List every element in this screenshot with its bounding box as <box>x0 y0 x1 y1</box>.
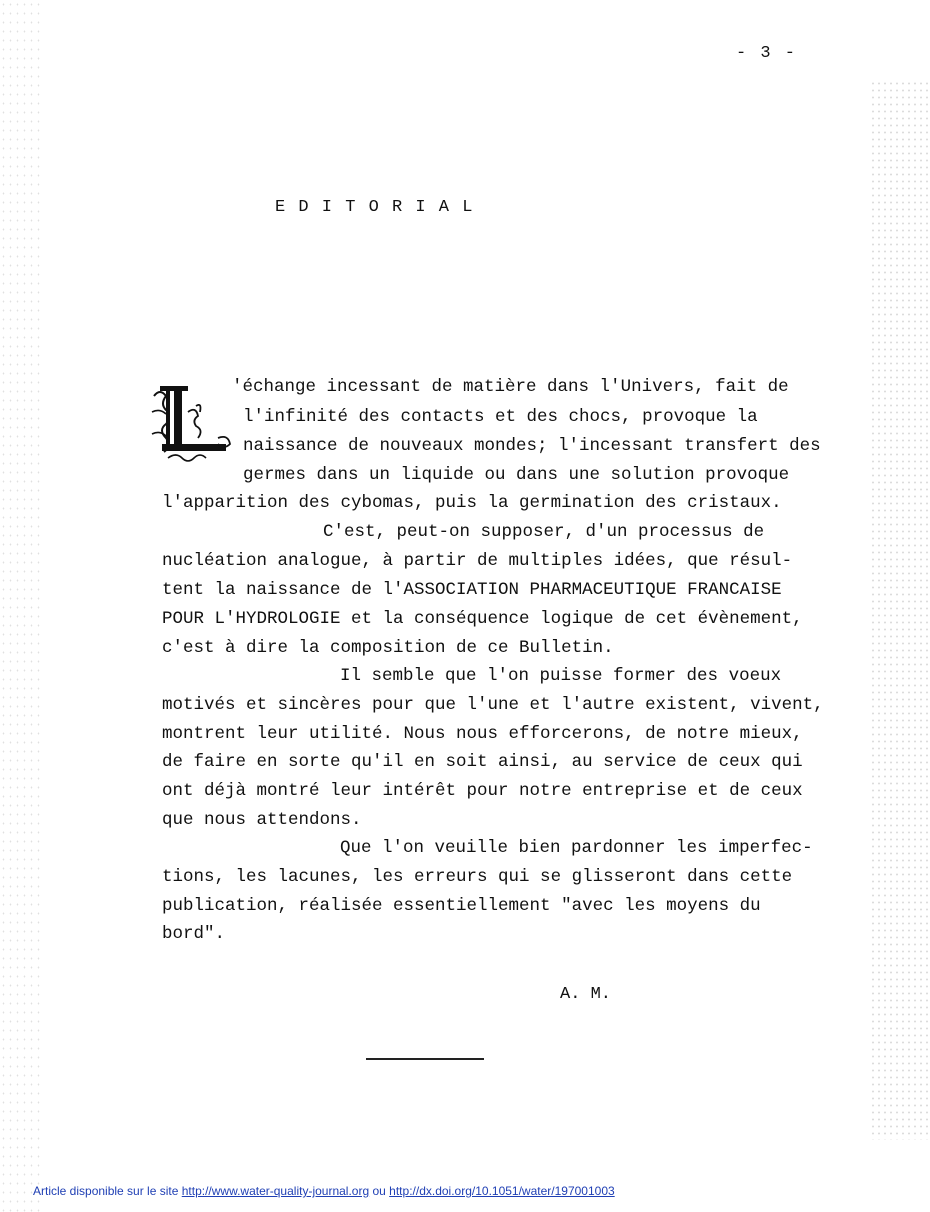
body-line: l'apparition des cybomas, puis la germination des cristaux. <box>162 493 782 513</box>
separator-rule <box>366 1058 484 1060</box>
body-line: motivés et sincères pour que l'une et l'autre existent, vivent, <box>162 695 824 715</box>
scan-noise-left <box>0 0 40 1212</box>
body-line: ont déjà montré leur intérêt pour notre entreprise et de ceux <box>162 781 803 801</box>
body-line: l'infinité des contacts et des chocs, provoque la <box>243 407 758 427</box>
scan-noise-right <box>870 80 930 1140</box>
body-line: C'est, peut-on supposer, d'un processus de <box>323 522 765 542</box>
body-line: naissance de nouveaux mondes; l'incessant transfert des <box>243 436 821 456</box>
doi-link[interactable]: http://dx.doi.org/10.1051/water/197001003 <box>389 1184 615 1198</box>
footer-middle: ou <box>369 1184 390 1198</box>
journal-site-link[interactable]: http://www.water-quality-journal.org <box>181 1184 370 1198</box>
body-line: bord". <box>162 924 226 944</box>
footer-prefix: Article disponible sur le site <box>33 1184 182 1198</box>
ornamental-dropcap-l <box>148 382 236 466</box>
body-line: Il semble que l'on puisse former des voeux <box>340 666 782 686</box>
body-line: nucléation analogue, à partir de multiples idées, que résul- <box>162 551 793 571</box>
body-line: de faire en sorte qu'il en soit ainsi, au service de ceux qui <box>162 752 803 772</box>
body-line: tions, les lacunes, les erreurs qui se glisseront dans cette <box>162 867 793 887</box>
footer-availability-note <box>33 1184 615 1198</box>
body-line: tent la naissance de l'ASSOCIATION PHARMACEUTIQUE FRANCAISE <box>162 580 782 600</box>
body-line: publication, réalisée essentiellement "avec les moyens du <box>162 896 761 916</box>
body-line: c'est à dire la composition de ce Bulletin. <box>162 638 614 658</box>
body-line: que nous attendons. <box>162 810 362 830</box>
body-line: montrent leur utilité. Nous nous efforcerons, de notre mieux, <box>162 724 803 744</box>
page-number: - 3 - <box>736 44 798 63</box>
body-line: germes dans un liquide ou dans une solution provoque <box>243 465 790 485</box>
body-line: Que l'on veuille bien pardonner les imperfec- <box>340 838 813 858</box>
page-title: EDITORIAL <box>275 198 486 217</box>
body-line: 'échange incessant de matière dans l'Univers, fait de <box>232 377 789 397</box>
author-signature: A. M. <box>560 985 612 1004</box>
body-line: POUR L'HYDROLOGIE et la conséquence logique de cet évènement, <box>162 609 803 629</box>
